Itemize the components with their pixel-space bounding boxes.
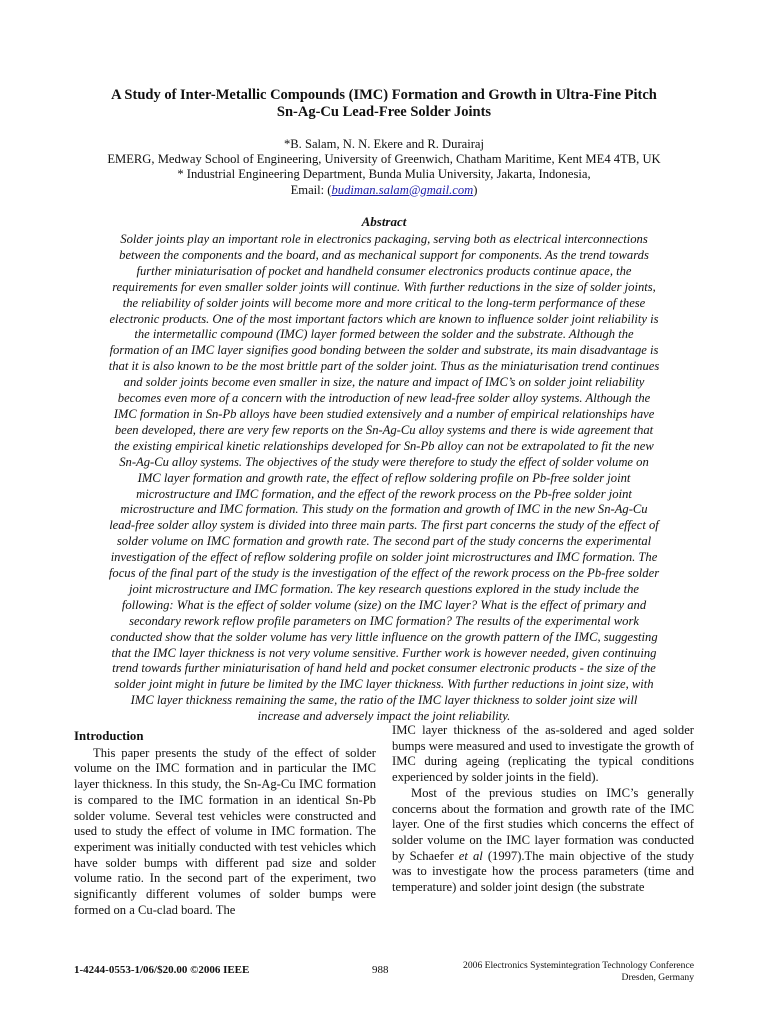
abstract-line: Sn-Ag-Cu alloy systems. The objectives of the study were therefore to study the effect of solder volume on: [119, 454, 649, 469]
abstract-line: and solder joints become even smaller in size, the nature and impact of IMC’s on solder joint reliability: [123, 375, 645, 390]
authors: *B. Salam, N. N. Ekere and R. Durairaj: [283, 137, 485, 151]
abstract-line: the intermetallic compound (IMC) layer formed between the solder and the substrate. Although the: [134, 327, 634, 342]
abstract-line: the reliability of solder joints will become more and more critical to the long-term performance of these: [122, 295, 646, 310]
abstract-line: secondary rework reflow profile parameters on IMC formation? The results of the experimental work: [129, 613, 639, 628]
abstract-line: joint microstructure and IMC formation. The key research questions explored in the study include the: [128, 581, 640, 596]
footer-conference: [463, 960, 694, 984]
abstract-line: focus of the final part of the study is the investigation of the effect of the rework process on the Pb-free solder: [108, 566, 660, 581]
introduction-paragraph-2: IMC layer thickness of the as-soldered and aged solder bumps were measured and used to investigate the growth of IMC during ageing (replicating the typical conditions experienced by solder joints in the field).: [392, 723, 694, 785]
abstract-line: formation of an IMC layer signifies good bonding between the solder and substrate, its main disadvantage is: [109, 343, 659, 358]
abstract-line: microstructure and IMC formation, and the effect of the rework process on the Pb-free solder joint: [136, 486, 632, 501]
abstract-line: IMC layer formation and growth rate, the effect of reflow soldering profile on Pb-free solder joint: [137, 470, 631, 485]
introduction-heading: Introduction: [74, 729, 144, 743]
affiliation-2: * Industrial Engineering Department, Bunda Mulia University, Jakarta, Indonesia,: [177, 167, 591, 182]
abstract-line: been developed, there are very few reports on the Sn-Ag-Cu alloy systems and there is wide agreement that: [114, 422, 654, 437]
page-number: 988: [372, 964, 389, 976]
abstract-line: the existing empirical kinetic relationships developed for Sn-Pb alloy can not be extrapolated to fit the new: [114, 438, 654, 453]
email-line: [60, 183, 708, 198]
abstract-line: trend towards further miniaturisation of hand held and pocket consumer electronic products - the size of the: [112, 661, 656, 676]
introduction-paragraph-3: [392, 786, 694, 896]
abstract-line: further miniaturisation of pocket and handheld consumer electronics products continue apace, the: [136, 263, 632, 278]
footer-conference-line-2: Dresden, Germany: [621, 972, 694, 983]
email-link[interactable]: budiman.salam@gmail.com: [331, 182, 474, 197]
abstract-line: requirements for even smaller solder joints will continue. With further reductions in the size of solder joints,: [112, 279, 656, 294]
abstract-body: [66, 232, 702, 725]
abstract-line: that the IMC layer thickness is not very volume sensitive. Further work is however needed, given continuing: [111, 645, 657, 660]
abstract-line: electronic products. One of the most important factors which are known to influence solder joint reliability is: [109, 311, 659, 326]
abstract-heading: Abstract: [361, 214, 407, 229]
para3-text-b: (1997).The main objective of the study was to investigate how the process parameters (time and temperature) and solder joint design (the substrate: [392, 848, 694, 895]
abstract-line: lead-free solder alloy system is divided into three main parts. The first part concerns the study of the effect of: [109, 518, 659, 533]
para3-text-a: Most of the previous studies on IMC’s generally concerns about the formation and growth rate of the IMC layer. One of the first studies which concerns the effect of solder volume on the IMC layer formation was conducted by Schaefer: [392, 785, 694, 863]
email-suffix: ): [473, 182, 478, 197]
abstract-line: IMC formation in Sn-Pb alloys have been studied extensively and a number of empirical relationships have: [113, 406, 655, 421]
et-al: et al: [458, 848, 483, 863]
footer-conference-line-1: 2006 Electronics Systemintegration Technology Conference: [463, 960, 694, 971]
email-prefix: Email: (: [290, 182, 332, 197]
abstract-line: following: What is the effect of solder volume (size) on the IMC layer? What is the effect of primary and: [121, 597, 647, 612]
abstract-line: microstructure and IMC formation. This study on the formation and growth of IMC in the new Sn-Ag-Cu: [120, 502, 648, 517]
abstract-line: becomes even more of a concern with the introduction of new lead-free solder alloy systems. Although the: [117, 391, 651, 406]
abstract-line: IMC layer thickness remaining the same, the ratio of the IMC layer thickness to solder joint size will: [130, 693, 638, 708]
abstract-line: Solder joints play an important role in electronics packaging, serving both as electrical interconnections: [120, 232, 648, 246]
affiliation-1: EMERG, Medway School of Engineering, University of Greenwich, Chatham Maritime, Kent ME4 4TB, UK: [107, 152, 661, 167]
abstract-line: increase and adversely impact the joint reliability.: [257, 709, 511, 724]
abstract-line: solder joint might in future be limited by the IMC layer thickness. With further reductions in joint size, with: [114, 677, 654, 692]
title-line-2: Sn-Ag-Cu Lead-Free Solder Joints: [276, 104, 492, 120]
abstract-line: solder volume on IMC formation and growth rate. The second part of the study concerns the experimental: [116, 534, 652, 549]
author-block: [60, 137, 708, 198]
title-line-1: A Study of Inter-Metallic Compounds (IMC) Formation and Growth in Ultra-Fine Pitch: [111, 87, 657, 103]
footer-isbn: 1-4244-0553-1/06/$20.00 ©2006 IEEE: [74, 964, 250, 976]
introduction-paragraph-1: This paper presents the study of the effect of solder volume on the IMC formation and in particular the IMC layer thickness. In this study, the Sn-Ag-Cu IMC formation is compared to the IMC formation in an identical Sn-Pb solder volume. Several test vehicles were constructed and used to study the effect of volume in IMC formation. The experiment was initially conducted with test vehicles which have solder bumps with different pad size and solder volume ratio. In the second part of the experiment, two significantly different volumes of solder bumps were formed on a Cu-clad board. The: [74, 745, 376, 917]
abstract-line: conducted show that the solder volume has very little influence on the growth pattern of the IMC, suggesting: [110, 629, 658, 644]
abstract-line: investigation of the effect of reflow soldering profile on solder joint microstructures and IMC formation. The: [110, 550, 658, 565]
paper-title: [60, 87, 708, 121]
abstract-line: between the components and the board, and as mechanical support for components. As the trend towards: [119, 247, 649, 262]
abstract-line: that it is also known to be the most brittle part of the solder joint. Thus as the miniaturisation trend continues: [108, 359, 660, 374]
left-column: [74, 729, 376, 918]
right-column: [392, 723, 694, 896]
